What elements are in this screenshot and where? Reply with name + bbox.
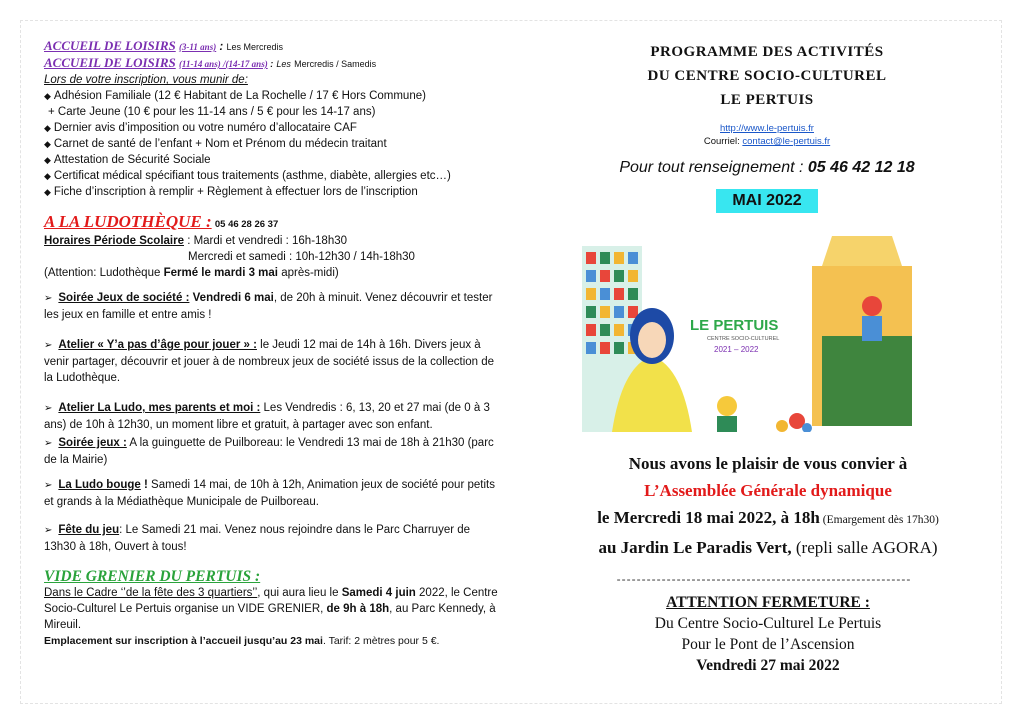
closing-notice: ATTENTION FERMETURE : Du Centre Socio-Culturel Le Pertuis Pour le Pont de l’Ascension Vendredi 27 mai 2022 — [654, 594, 882, 674]
activity-item: ➢ Fête du jeu: Le Samedi 21 mai. Venez nous rejoindre dans le Parc Charruyer de 13h30 à 18h, Ouvert à tous! — [44, 524, 471, 553]
ludotheque-heading: A LA LUDOTHÈQUE : 05 46 28 26 37 — [44, 212, 279, 231]
list-item: ◆ Carnet de santé de l’enfant + Nom et Prénom du médecin traitant — [44, 138, 387, 150]
list-item: ◆ Fiche d’inscription à remplir + Règlement à effectuer lors de l’inscription — [44, 186, 418, 198]
activity-item: ➢ Soirée Jeux de société : Vendredi 6 mai, de 20h à minuit. Venez découvrir et tester les jeux en famille et entre amis ! — [44, 292, 493, 321]
activity-item: ➢ Soirée jeux : A la guinguette de Puilboreau: le Vendredi 13 mai de 18h à 21h30 (parc de la Mairie) — [44, 437, 494, 466]
email-link[interactable]: contact@le-pertuis.fr — [742, 136, 831, 147]
activity-item: ➢ La Ludo bouge ! Samedi 14 mai, de 10h à 12h, Animation jeux de société pour petits et grands à la Médiathèque Municipale de Puilboreau. — [44, 479, 495, 508]
accueil-loisirs-1: ACCUEIL DE LOISIRS (3-11 ans) : Les Mercredis — [44, 38, 283, 53]
left-column — [44, 38, 504, 649]
activity-item: ➢ Atelier La Ludo, mes parents et moi : Les Vendredis : 6, 13, 20 et 27 mai (de 0 à 3 ans) de 10h à 12h30, un moment libre et gratuit, à partager avec son enfant. — [44, 402, 490, 431]
ludotheque-hours-2: Mercredi et samedi : 10h-12h30 / 14h-18h30 — [188, 251, 415, 263]
child-figure-icon — [862, 296, 882, 316]
program-title: PROGRAMME DES ACTIVITÉS DU CENTRE SOCIO-CULTUREL LE PERTUIS — [647, 44, 887, 108]
ludotheque-hours: Horaires Période Scolaire : Mardi et vendredi : 16h-18h30 — [44, 235, 348, 247]
list-item: + Carte Jeune (10 € pour les 11-14 ans / 5 € pour les 14-17 ans) — [48, 106, 376, 118]
ludotheque-attention: (Attention: Ludothèque Fermé le mardi 3 mai après-midi) — [44, 267, 339, 279]
right-column: PROGRAMME DES ACTIVITÉS DU CENTRE SOCIO-CULTUREL LE PERTUIS http://www.le-pertuis.fr Courriel: contact@le-pertuis.fr Pour tout renseignement : 05 46 42 12 18 MAI 2022 — [552, 40, 982, 213]
vide-grenier-emplacement: Emplacement sur inscription à l’accueil jusqu’au 23 mai. Tarif: 2 mètres pour 5 €. — [44, 635, 440, 647]
svg-text:2021 – 2022: 2021 – 2022 — [714, 345, 759, 354]
inscription-title: Lors de votre inscription, vous munir de: — [44, 74, 248, 86]
svg-text:CENTRE SOCIO-CULTUREL: CENTRE SOCIO-CULTUREL — [707, 336, 780, 342]
list-item: ◆ Attestation de Sécurité Sociale — [44, 154, 211, 166]
month-badge: MAI 2022 — [716, 189, 817, 213]
cabin-icon — [822, 236, 902, 266]
assembly-invitation: Nous avons le plaisir de vous convier à L’Assemblée Générale dynamique le Mercredi 18 mai 2022, à 18h (Emargement dès 17h30) au Jardin Le Paradis Vert, (repli salle AGORA) — [597, 454, 939, 557]
list-item: ◆ Adhésion Familiale (12 € Habitant de La Rochelle / 17 € Hors Commune) — [44, 90, 426, 102]
accueil-loisirs-2: ACCUEIL DE LOISIRS (11-14 ans) /(14-17 ans) : Les Mercredis / Samedis — [44, 55, 377, 70]
vide-grenier-text: Dans le Cadre ‘’de la fête des 3 quartiers’’, qui aura lieu le Samedi 4 juin 2022, le Centre Socio-Culturel Le Pertuis organise un VIDE GRENIER, de 9h à 18h, au Parc Kennedy, à Mireuil. — [44, 587, 498, 631]
info-phone: Pour tout renseignement : 05 46 42 12 18 — [619, 159, 915, 176]
website-link[interactable]: http://www.le-pertuis.fr — [720, 123, 814, 134]
vide-grenier-heading: VIDE GRENIER DU PERTUIS : — [44, 568, 261, 585]
activity-item: ➢ Atelier « Y’a pas d’âge pour jouer » : le Jeudi 12 mai de 14h à 16h. Divers jeux à venir partager, découvrir et jouer à de nombreux jeux de société issus de la collection de la Ludothèque. — [44, 339, 495, 384]
inscription-list — [44, 88, 504, 200]
list-item: ◆ Dernier avis d’imposition ou votre numéro d’allocataire CAF — [44, 122, 357, 134]
divider: ----------------------------------------------------------- — [616, 572, 912, 586]
list-item: ◆ Certificat médical spécifiant tous traitements (asthme, diabète, allergies etc…) — [44, 170, 451, 182]
event-illustration — [582, 236, 912, 432]
svg-text:LE PERTUIS: LE PERTUIS — [690, 317, 779, 334]
